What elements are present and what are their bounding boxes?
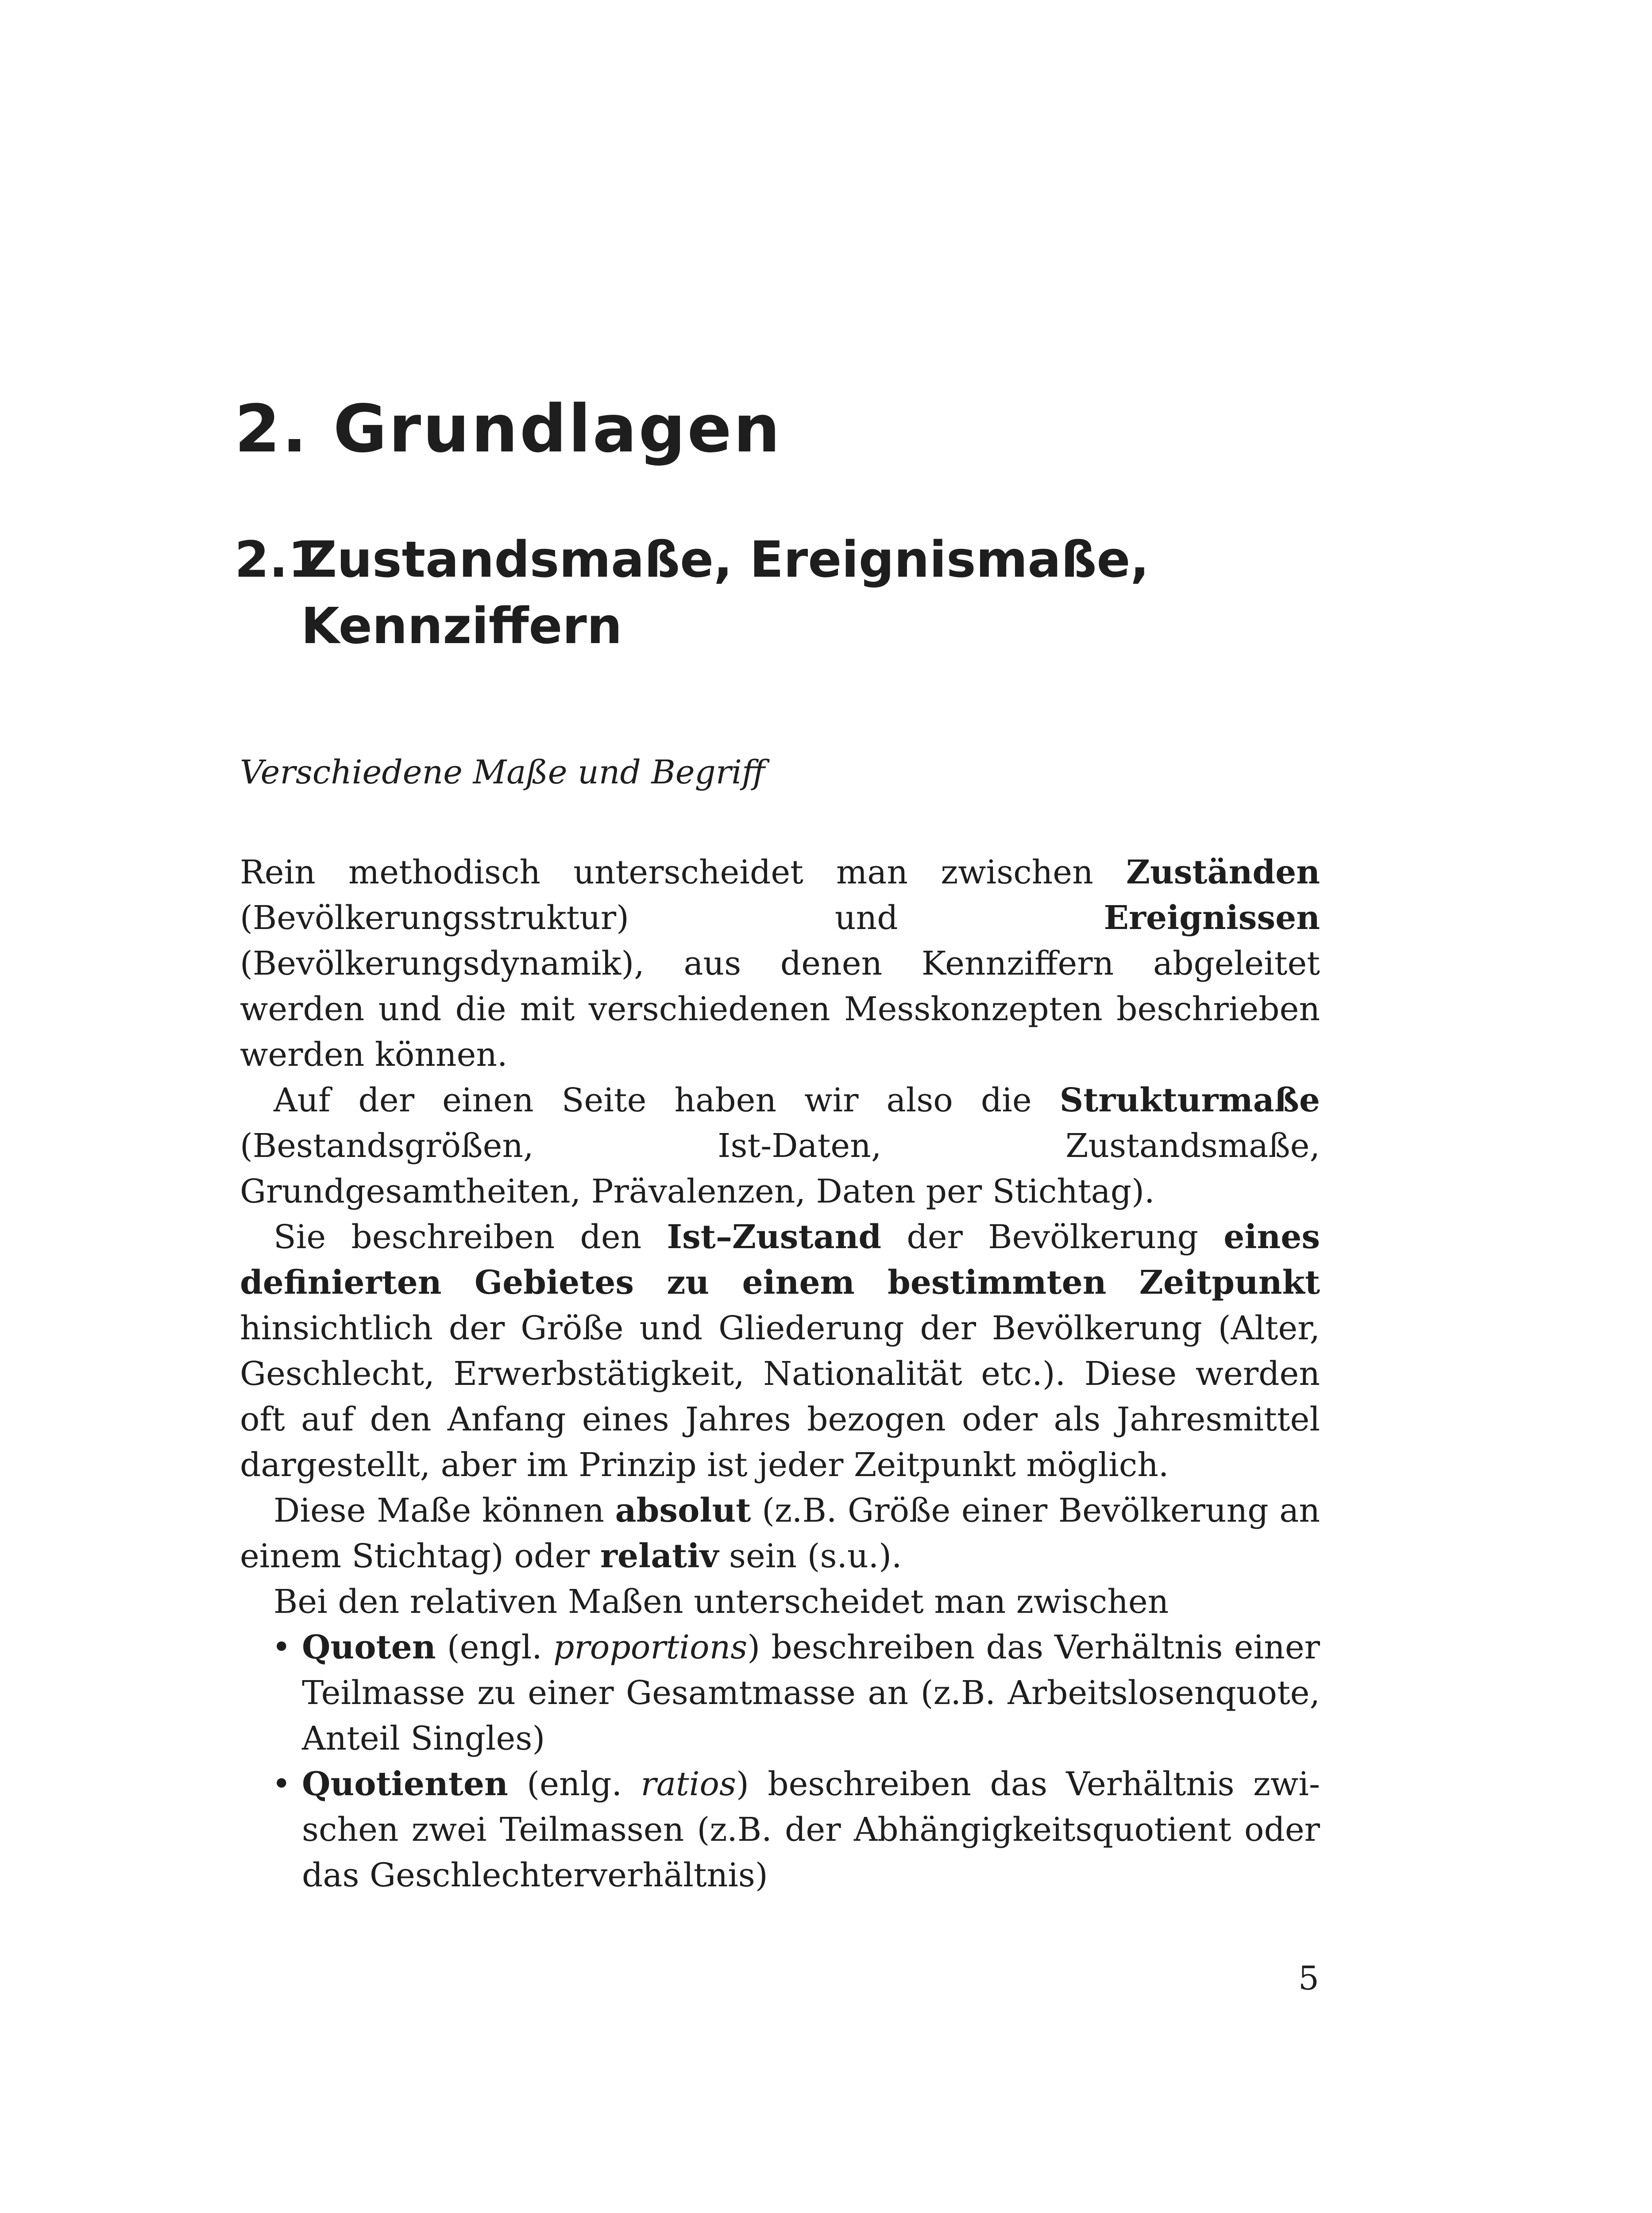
section-title-line1: Zustandsmaße, Ereignismaße, [301, 531, 1150, 589]
text-run: (enlg. [508, 1765, 641, 1803]
paragraph-1 [240, 850, 1320, 1078]
paragraph-3 [240, 1214, 1320, 1488]
text-run: Diese Maße können [274, 1492, 615, 1530]
bold-term: absolut [615, 1492, 751, 1530]
text-run: (Bevölkerungsstruktur) und [240, 899, 1104, 937]
text-run: der Bevölkerung [881, 1218, 1224, 1256]
italic-term: ratios [641, 1765, 736, 1803]
text-run: (z.B. Größe einer Bevölkerung an einem Stichtag) oder [240, 1492, 1320, 1575]
bold-term: Strukturmaße [1059, 1081, 1320, 1119]
section-number: 2.1 [235, 531, 323, 589]
section-title-line2: Kennziffern [301, 598, 622, 655]
bullet-list [240, 1625, 1320, 1898]
bullet-icon: • [272, 1765, 291, 1803]
text-run: (Bestandsgrößen, Ist-Daten, Zustandsmaße, Grundgesamtheiten, Prävalenzen, Daten per Stichtag). [240, 1127, 1320, 1211]
bold-term: eines definierten Gebietes zu einem bestimmten Zeitpunkt [240, 1218, 1320, 1302]
text-run: ) beschreiben das Verhältnis zwischen zwei Teilmassen (z.B. der Abhängigkeitsquotient oder das Geschlechterverhältnis) [302, 1765, 1320, 1894]
bullet-icon: • [272, 1628, 291, 1666]
body-text [240, 850, 1320, 1898]
text-run: Bei den relativen Maßen unterscheidet man zwischen [274, 1583, 1169, 1621]
paragraph-4 [240, 1488, 1320, 1579]
bold-term: Ereignissen [1104, 899, 1320, 937]
text-run: Rein methodisch unterscheidet man zwischen [240, 853, 1126, 891]
text-run: ) beschreiben das Verhältnis einer Teilmasse zu einer Gesamtmasse an (z.B. Arbeitslosenquote, Anteil Singles) [302, 1628, 1320, 1758]
page-number: 5 [1298, 1959, 1319, 1997]
list-item [272, 1625, 1320, 1762]
text-run: sein (s.u.). [718, 1537, 902, 1575]
paragraph-2 [240, 1078, 1320, 1214]
list-item [272, 1762, 1320, 1898]
text-run: hinsichtlich der Größe und Gliederung der Bevölkerung (Alter, Geschlecht, Erwerbstätigkeit, Nationalität etc.). Diese werden oft auf den Anfang eines Jahres bezogen oder als Jahresmittel dargestellt, aber im Prinzip ist jeder Zeitpunkt möglich. [240, 1309, 1320, 1484]
section-heading [235, 527, 1386, 659]
chapter-title: 2. Grundlagen [235, 391, 782, 467]
text-run: Auf der einen Seite haben wir also die [274, 1081, 1060, 1119]
text-run: (Bevölkerungsdynamik), aus denen Kennziffern abgeleitet werden und die mit verschiedenen Messkonzepten beschrieben werden können. [240, 945, 1320, 1074]
bold-term: Zuständen [1126, 853, 1320, 891]
text-run: Sie beschreiben den [274, 1218, 667, 1256]
bold-term: relativ [600, 1537, 719, 1575]
bold-term: Quotienten [302, 1765, 508, 1803]
text-run: (engl. [436, 1628, 554, 1666]
paragraph-5 [240, 1579, 1320, 1625]
italic-term: proportions [553, 1628, 748, 1666]
bold-term: Ist–Zustand [667, 1218, 882, 1256]
paragraph-subheading: Verschiedene Maße und Begriff [240, 753, 765, 791]
bold-term: Quoten [302, 1628, 436, 1666]
